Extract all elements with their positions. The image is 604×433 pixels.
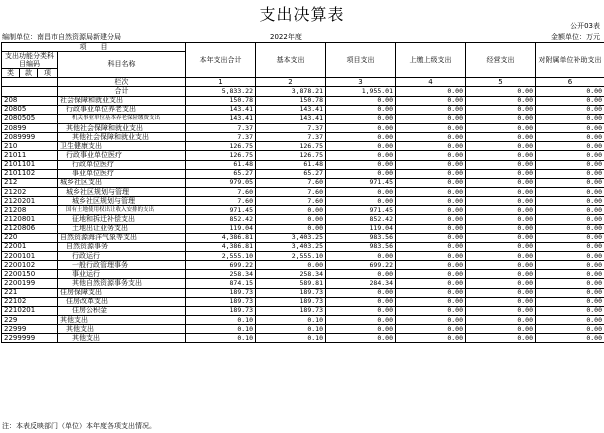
cell-value: 0.00: [396, 224, 466, 233]
cell-value: 0.00: [396, 334, 466, 343]
cell-value: 7.37: [186, 133, 256, 142]
cell-value: 0.00: [536, 96, 604, 105]
total-value: 5,833.22: [186, 87, 256, 96]
cell-value: 189.73: [256, 306, 326, 315]
col-num-2: 2: [256, 78, 326, 87]
cell-value: 0.00: [466, 288, 536, 297]
cell-value: 0.00: [396, 315, 466, 324]
cell-value: 0.00: [466, 315, 536, 324]
subject-name: 其他社会保障和就业支出: [58, 133, 186, 142]
form-number: 公开03表: [570, 22, 600, 30]
cell-value: 0.00: [326, 123, 396, 132]
cell-value: 699.22: [186, 261, 256, 270]
header-subject-name: 科目名称: [58, 52, 186, 78]
cell-value: 189.73: [256, 288, 326, 297]
cell-value: 2,555.10: [186, 251, 256, 260]
cell-value: 7.37: [256, 133, 326, 142]
cell-value: 0.00: [396, 142, 466, 151]
func-code: 21208: [2, 206, 58, 215]
cell-value: 7.60: [256, 197, 326, 206]
table-row: [2, 224, 604, 233]
cell-value: 126.75: [256, 151, 326, 160]
table-row: [2, 151, 604, 160]
cell-value: 65.27: [186, 169, 256, 178]
subject-name: 城乡社区规划与管理: [58, 197, 186, 206]
func-code: 21011: [2, 151, 58, 160]
cell-value: 4,386.81: [186, 242, 256, 251]
cell-value: 0.00: [536, 151, 604, 160]
func-code: 2200150: [2, 270, 58, 279]
cell-value: 0.00: [326, 315, 396, 324]
cell-value: 143.41: [256, 105, 326, 114]
cell-value: 0.00: [396, 123, 466, 132]
header-lei: 类: [2, 69, 20, 78]
cell-value: 0.00: [466, 297, 536, 306]
table-row: [2, 279, 604, 288]
cell-value: 0.00: [396, 178, 466, 187]
subject-name: 自然资源海洋气象等支出: [58, 233, 186, 242]
cell-value: 0.00: [536, 261, 604, 270]
cell-value: 0.00: [326, 96, 396, 105]
cell-value: 0.00: [256, 261, 326, 270]
func-code: 2101102: [2, 169, 58, 178]
cell-value: 0.00: [326, 133, 396, 142]
cell-value: 0.00: [466, 96, 536, 105]
table-row: [2, 169, 604, 178]
total-value: 0.00: [536, 87, 604, 96]
cell-value: 0.00: [396, 169, 466, 178]
col-num-3: 3: [326, 78, 396, 87]
subject-name: 社会保障和就业支出: [58, 96, 186, 105]
cell-value: 0.00: [326, 169, 396, 178]
cell-value: 0.00: [466, 133, 536, 142]
cell-value: 699.22: [326, 261, 396, 270]
subject-name: 一般行政管理事务: [58, 261, 186, 270]
subject-name: 机关事业单位基本养老保险缴费支出: [58, 114, 186, 123]
cell-value: 0.00: [396, 215, 466, 224]
cell-value: 3,403.25: [256, 242, 326, 251]
func-code: 212: [2, 178, 58, 187]
subject-name: 卫生健康支出: [58, 142, 186, 151]
func-code: 221: [2, 288, 58, 297]
subject-name: 住房保障支出: [58, 288, 186, 297]
cell-value: 258.34: [186, 270, 256, 279]
cell-value: 0.00: [396, 105, 466, 114]
cell-value: 0.00: [536, 215, 604, 224]
subject-name: 城乡社区规划与管理: [58, 187, 186, 196]
expenditure-table: [1, 42, 604, 343]
cell-value: 0.00: [396, 151, 466, 160]
cell-value: 143.41: [186, 105, 256, 114]
cell-value: 0.00: [256, 224, 326, 233]
subject-name: 其他自然资源事务支出: [58, 279, 186, 288]
table-row: [2, 270, 604, 279]
cell-value: 0.00: [326, 105, 396, 114]
cell-value: 258.34: [256, 270, 326, 279]
cell-value: 0.00: [536, 169, 604, 178]
header-col-6: 对附属单位补助支出: [536, 43, 604, 78]
header-func-code: 支出功能分类科目编码: [2, 52, 58, 69]
cell-value: 0.00: [396, 261, 466, 270]
cell-value: 0.10: [256, 334, 326, 343]
cell-value: 61.48: [256, 160, 326, 169]
cell-value: 0.00: [326, 114, 396, 123]
cell-value: 0.00: [466, 197, 536, 206]
page-title: 支出决算表: [259, 5, 345, 24]
table-row: [2, 288, 604, 297]
table-row: [2, 96, 604, 105]
func-code: 2089999: [2, 133, 58, 142]
cell-value: 0.00: [536, 334, 604, 343]
table-row: [2, 334, 604, 343]
table-row: [2, 261, 604, 270]
table-row: [2, 133, 604, 142]
cell-value: 0.00: [396, 197, 466, 206]
cell-value: 0.00: [536, 251, 604, 260]
cell-value: 0.00: [326, 142, 396, 151]
subject-name: 事业单位医疗: [58, 169, 186, 178]
cell-value: 0.00: [536, 187, 604, 196]
cell-value: 0.00: [466, 233, 536, 242]
cell-value: 126.75: [186, 151, 256, 160]
header-col-5: 经营支出: [466, 43, 536, 78]
col-num-5: 5: [466, 78, 536, 87]
subject-name: 土地出让业务支出: [58, 224, 186, 233]
footnote: 注：本表反映部门（单位）本年度各项支出情况。: [2, 422, 156, 430]
cell-value: 7.60: [256, 178, 326, 187]
subject-name: 城乡社区支出: [58, 178, 186, 187]
subject-name: 行政单位医疗: [58, 160, 186, 169]
cell-value: 0.00: [536, 288, 604, 297]
cell-value: 143.41: [256, 114, 326, 123]
func-code: 229: [2, 315, 58, 324]
cell-value: 874.15: [186, 279, 256, 288]
cell-value: 0.00: [536, 206, 604, 215]
table-row: [2, 233, 604, 242]
cell-value: 0.00: [326, 187, 396, 196]
cell-value: 7.60: [256, 187, 326, 196]
table-row: [2, 242, 604, 251]
cell-value: 126.75: [256, 142, 326, 151]
subject-name: 行政运行: [58, 251, 186, 260]
cell-value: 0.00: [326, 197, 396, 206]
cell-value: 0.00: [536, 270, 604, 279]
cell-value: 0.00: [326, 160, 396, 169]
cell-value: 0.00: [396, 187, 466, 196]
func-code: 2200101: [2, 251, 58, 260]
cell-value: 0.00: [466, 279, 536, 288]
table-row: [2, 197, 604, 206]
cell-value: 0.00: [466, 178, 536, 187]
cell-value: 0.00: [466, 242, 536, 251]
cell-value: 0.00: [396, 160, 466, 169]
subject-name: 住房改革支出: [58, 297, 186, 306]
cell-value: 3,403.25: [256, 233, 326, 242]
cell-value: 126.75: [186, 142, 256, 151]
cell-value: 0.00: [466, 215, 536, 224]
cell-value: 61.48: [186, 160, 256, 169]
cell-value: 0.00: [536, 142, 604, 151]
subject-name: 自然资源事务: [58, 242, 186, 251]
header-project: 项 目: [2, 43, 186, 52]
cell-value: 0.00: [536, 242, 604, 251]
func-code: 2120201: [2, 197, 58, 206]
total-value: 0.00: [466, 87, 536, 96]
table-row: [2, 206, 604, 215]
cell-value: 983.56: [326, 233, 396, 242]
cell-value: 0.00: [396, 133, 466, 142]
cell-value: 0.00: [536, 197, 604, 206]
unit-label: 编制单位：南昌市自然资源局新建分局: [2, 33, 121, 41]
subject-name: 其他支出: [58, 334, 186, 343]
cell-value: 971.45: [186, 206, 256, 215]
table-row: [2, 297, 604, 306]
func-code: 2200199: [2, 279, 58, 288]
cell-value: 7.60: [186, 187, 256, 196]
table-row: [2, 123, 604, 132]
func-code: 2080505: [2, 114, 58, 123]
col-num-6: 6: [536, 78, 604, 87]
subject-name: 其他支出: [58, 325, 186, 334]
cell-value: 150.78: [256, 96, 326, 105]
cell-value: 189.73: [186, 297, 256, 306]
func-code: 210: [2, 142, 58, 151]
cell-value: 0.00: [396, 233, 466, 242]
cell-value: 0.00: [536, 114, 604, 123]
cell-value: 0.00: [256, 206, 326, 215]
cell-value: 0.00: [396, 114, 466, 123]
cell-value: 0.00: [326, 334, 396, 343]
cell-value: 0.00: [326, 288, 396, 297]
cell-value: 0.00: [466, 270, 536, 279]
cell-value: 0.00: [326, 297, 396, 306]
cell-value: 65.27: [256, 169, 326, 178]
subject-name: 国有土地使用权出让收入安排的支出: [58, 206, 186, 215]
table-row: [2, 160, 604, 169]
cell-value: 143.41: [186, 114, 256, 123]
cell-value: 7.37: [186, 123, 256, 132]
cell-value: 189.73: [256, 297, 326, 306]
cell-value: 0.00: [396, 96, 466, 105]
cell-value: 0.00: [326, 270, 396, 279]
total-value: 1,955.01: [326, 87, 396, 96]
cell-value: 0.10: [186, 315, 256, 324]
cell-value: 0.00: [466, 261, 536, 270]
cell-value: 0.10: [186, 334, 256, 343]
table-row: [2, 114, 604, 123]
func-code: 2120806: [2, 224, 58, 233]
cell-value: 119.04: [326, 224, 396, 233]
table-row: [2, 187, 604, 196]
cell-value: 0.00: [326, 325, 396, 334]
cell-value: 0.00: [466, 105, 536, 114]
cell-value: 0.00: [466, 251, 536, 260]
cell-value: 189.73: [186, 306, 256, 315]
func-code: 21202: [2, 187, 58, 196]
total-value: 0.00: [396, 87, 466, 96]
col-num-4: 4: [396, 78, 466, 87]
cell-value: 2,555.10: [256, 251, 326, 260]
subject-name: 行政事业单位养老支出: [58, 105, 186, 114]
func-code: 2120801: [2, 215, 58, 224]
cell-value: 971.45: [326, 178, 396, 187]
cell-value: 0.00: [466, 306, 536, 315]
cell-value: 0.00: [536, 315, 604, 324]
cell-value: 0.00: [536, 233, 604, 242]
cell-value: 0.00: [466, 142, 536, 151]
cell-value: 852.42: [186, 215, 256, 224]
func-code: 20805: [2, 105, 58, 114]
header-col-2: 基本支出: [256, 43, 326, 78]
header-xiang: 项: [38, 69, 58, 78]
cell-value: 0.00: [396, 206, 466, 215]
func-code: 2299999: [2, 334, 58, 343]
cell-value: 0.00: [326, 306, 396, 315]
cell-value: 0.10: [186, 325, 256, 334]
cell-value: 0.00: [536, 178, 604, 187]
cell-value: 119.04: [186, 224, 256, 233]
table-row: [2, 251, 604, 260]
cell-value: 0.00: [536, 279, 604, 288]
cell-value: 0.00: [396, 251, 466, 260]
cell-value: 0.00: [466, 325, 536, 334]
cell-value: 0.00: [466, 151, 536, 160]
subject-name: 征地和拆迁补偿支出: [58, 215, 186, 224]
subject-name: 住房公积金: [58, 306, 186, 315]
cell-value: 0.00: [466, 160, 536, 169]
cell-value: 0.00: [396, 279, 466, 288]
table-row: [2, 325, 604, 334]
cell-value: 0.00: [536, 325, 604, 334]
subject-name: 事业运行: [58, 270, 186, 279]
cell-value: 0.00: [536, 105, 604, 114]
cell-value: 284.34: [326, 279, 396, 288]
table-row: [2, 315, 604, 324]
cell-value: 0.00: [396, 288, 466, 297]
table-row: [2, 178, 604, 187]
func-code: 22001: [2, 242, 58, 251]
header-col-3: 项目支出: [326, 43, 396, 78]
table-row: [2, 215, 604, 224]
year-label: 2022年度: [270, 33, 302, 41]
cell-value: 7.37: [256, 123, 326, 132]
func-code: 220: [2, 233, 58, 242]
header-col-4: 上缴上级支出: [396, 43, 466, 78]
cell-value: 189.73: [186, 288, 256, 297]
cell-value: 0.00: [536, 224, 604, 233]
header-lanci: 栏次: [58, 78, 186, 87]
total-label: 合计: [58, 87, 186, 96]
cell-value: 0.00: [256, 215, 326, 224]
cell-value: 0.00: [466, 187, 536, 196]
cell-value: 0.00: [536, 297, 604, 306]
cell-value: 0.10: [256, 315, 326, 324]
subject-name: 行政事业单位医疗: [58, 151, 186, 160]
func-code: 2200102: [2, 261, 58, 270]
cell-value: 0.00: [466, 334, 536, 343]
cell-value: 983.56: [326, 242, 396, 251]
cell-value: 0.00: [536, 123, 604, 132]
table-row: [2, 142, 604, 151]
cell-value: 0.00: [396, 325, 466, 334]
total-value: 3,878.21: [256, 87, 326, 96]
cell-value: 0.00: [396, 242, 466, 251]
func-code: 22999: [2, 325, 58, 334]
amount-unit: 金额单位：万元: [551, 33, 600, 41]
cell-value: 0.00: [466, 206, 536, 215]
col-num-1: 1: [186, 78, 256, 87]
subject-name: 其他支出: [58, 315, 186, 324]
cell-value: 0.00: [326, 151, 396, 160]
cell-value: 0.00: [536, 133, 604, 142]
cell-value: 0.00: [466, 169, 536, 178]
cell-value: 589.81: [256, 279, 326, 288]
cell-value: 0.00: [466, 114, 536, 123]
func-code: 2210201: [2, 306, 58, 315]
cell-value: 0.00: [326, 251, 396, 260]
cell-value: 0.00: [396, 306, 466, 315]
cell-value: 0.00: [396, 297, 466, 306]
cell-value: 971.45: [326, 206, 396, 215]
cell-value: 0.00: [396, 270, 466, 279]
header-kuan: 款: [20, 69, 38, 78]
cell-value: 4,386.81: [186, 233, 256, 242]
cell-value: 852.42: [326, 215, 396, 224]
cell-value: 0.00: [466, 123, 536, 132]
table-row: [2, 105, 604, 114]
header-col-1: 本年支出合计: [186, 43, 256, 78]
cell-value: 0.10: [256, 325, 326, 334]
cell-value: 7.60: [186, 197, 256, 206]
cell-value: 150.78: [186, 96, 256, 105]
cell-value: 0.00: [536, 160, 604, 169]
subject-name: 其他社会保障和就业支出: [58, 123, 186, 132]
total-row: [2, 87, 604, 96]
cell-value: 979.05: [186, 178, 256, 187]
func-code: 20899: [2, 123, 58, 132]
func-code: 208: [2, 96, 58, 105]
table-row: [2, 306, 604, 315]
cell-value: 0.00: [536, 306, 604, 315]
func-code: 22102: [2, 297, 58, 306]
func-code: 2101101: [2, 160, 58, 169]
cell-value: 0.00: [466, 224, 536, 233]
